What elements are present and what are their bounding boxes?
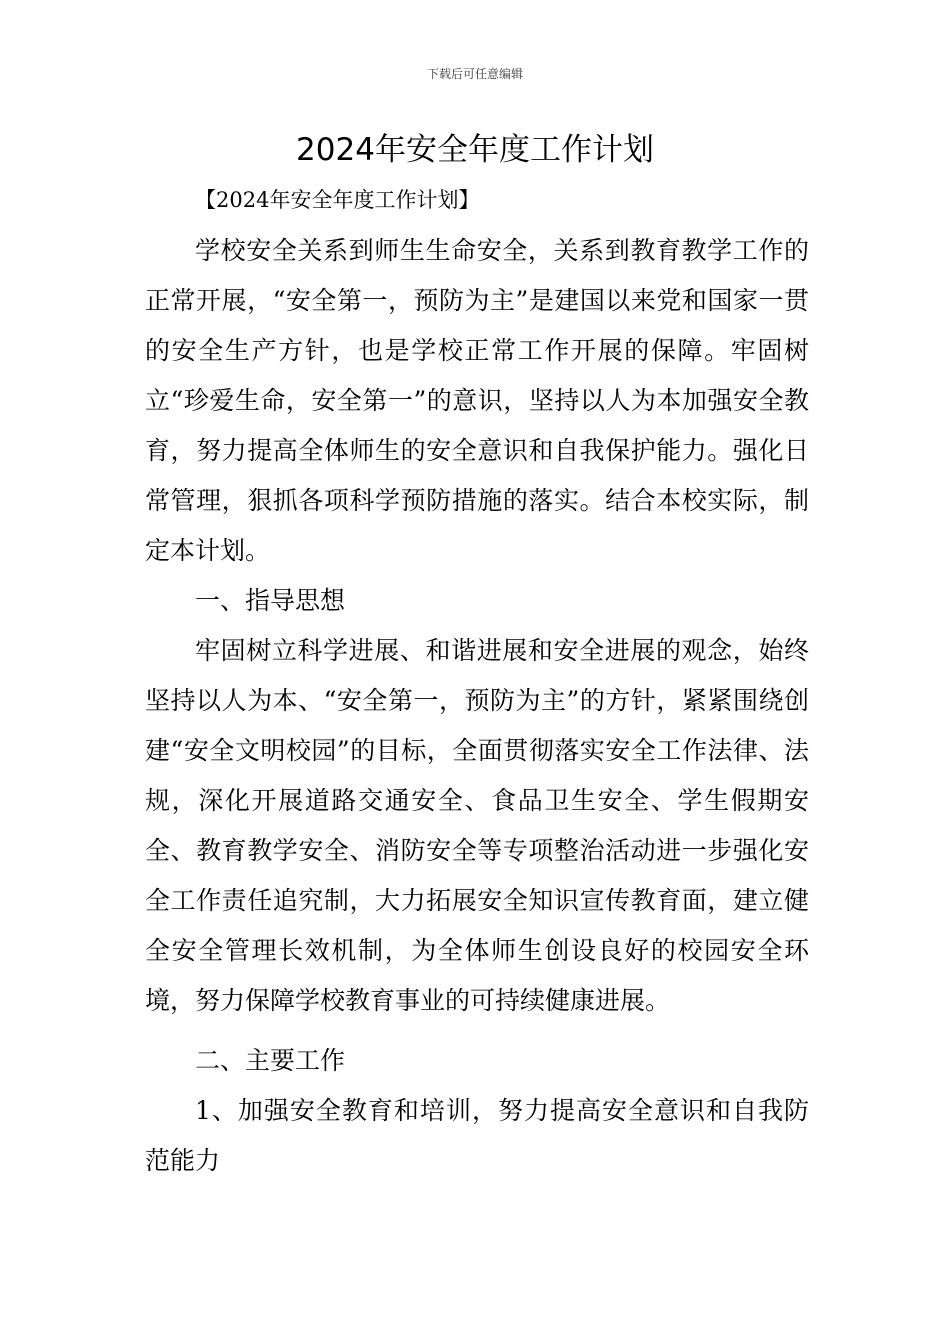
document-subtitle: 【2024年安全年度工作计划】 [195,188,480,212]
document-title: 2024年安全年度工作计划 [296,132,654,168]
section-heading-main-work: 二、主要工作 [195,1046,346,1075]
main-work-item-1: 1、加强安全教育和培训，努力提高安全意识和自我防范能力 [145,1096,809,1175]
intro-paragraph: 学校安全关系到师生生命安全，关系到教育教学工作的正常开展，“安全第一，预防为主”是建国以来党和国家一贯的安全生产方针，也是学校正常工作开展的保障。牢固树立“珍爱生命，安全第一”的意识，坚持以人为本加强安全教育，努力提高全体师生的安全意识和自我保护能力。强化日常管理，狠抓各项科学预防措施的落实。结合本校实际，制定本计划。 [145,236,809,565]
section-heading-guiding-ideology: 一、指导思想 [195,586,346,615]
document-body [145,184,809,1186]
header-note: 下载后可任意编辑 [426,67,523,81]
guiding-ideology-paragraph: 牢固树立科学进展、和谐进展和安全进展的观念，始终坚持以人为本、“安全第一，预防为主”的方针，紧紧围绕创建“安全文明校园”的目标，全面贯彻落实安全工作法律、法规，深化开展道路交通安全、食品卫生安全、学生假期安全、教育教学安全、消防安全等专项整治活动进一步强化安全工作责任追究制，大力拓展安全知识宣传教育面，建立健全安全管理长效机制，为全体师生创设良好的校园安全环境，努力保障学校教育事业的可持续健康进展。 [145,636,809,1015]
